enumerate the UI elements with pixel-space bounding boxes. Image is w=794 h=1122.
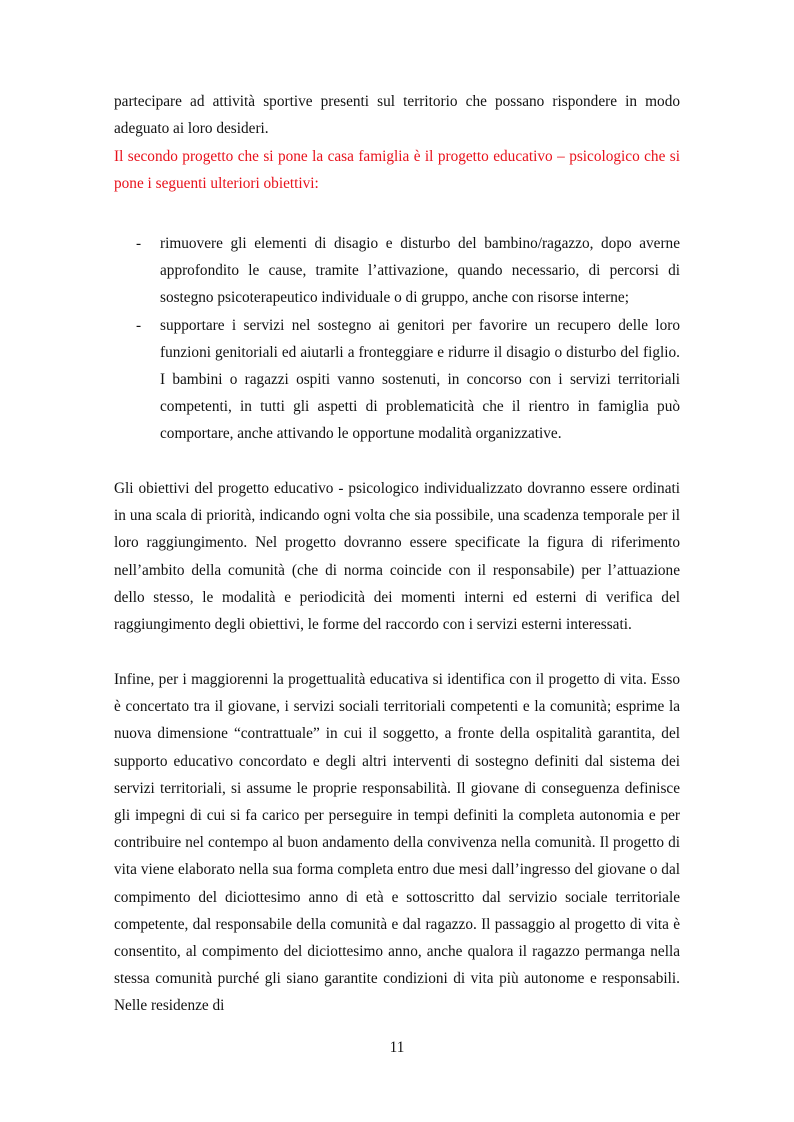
page-number: 11 <box>389 1039 405 1056</box>
red-highlighted-paragraph: Il secondo progetto che si pone la casa famiglia è il progetto educativo – psicologico che si pone i seguenti ulteriori obiettivi: <box>114 148 680 193</box>
dash-bullet-marker: - <box>136 316 142 334</box>
objectives-bullet-list <box>114 230 680 448</box>
list-item-text: supportare i servizi nel sostegno ai genitori per favorire un recupero delle loro funzioni genitoriali ed aiutarli a fronteggiare e ridurre il disagio o disturbo del figlio. I bambini o ragazzi ospiti vanno sostenuti, in concorso con i servizi territoriali competenti, in tutti gli aspetti di problematicità che il rientro in famiglia può comportare, anche attivando le opportune modalità organizzative. <box>160 316 680 443</box>
intro-paragraph: partecipare ad attività sportive presenti sul territorio che possano rispondere in modo adeguato ai loro desideri. <box>114 93 680 138</box>
maggiorenni-paragraph: Infine, per i maggiorenni la progettualità educativa si identifica con il progetto di vita. Esso è concertato tra il giovane, i servizi sociali territoriali competenti e la comunità; esprime la nuova dimensione “contrattuale” in cui il soggetto, a fronte della ospitalità garantita, del supporto educativo concordato e degli altri interventi di sostegno definiti dal sistema dei servizi territoriali, si assume le proprie responsabilità. Il giovane di conseguenza definisce gli impegni di cui si fa carico per perseguire in tempi definiti la completa autonomia e per contribuire nel contempo al buon andamento della convivenza nella comunità. Il progetto di vita viene elaborato nella sua forma completa entro due mesi dall’ingresso del giovane o dal compimento del diciottesimo anno di età e sottoscritto dal servizio sociale territoriale competente, dal responsabile della comunità e dal ragazzo. Il passaggio al progetto di vita è consentito, al compimento del diciottesimo anno, anche qualora il ragazzo permanga nella stessa comunità purché gli siano garantite condizioni di vita più autonome e responsabili. Nelle residenze di <box>114 671 680 1015</box>
list-item <box>114 312 680 448</box>
dash-bullet-marker: - <box>136 235 142 252</box>
list-item-text: rimuovere gli elementi di disagio e disturbo del bambino/ragazzo, dopo averne approfondito le cause, tramite l’attivazione, quando necessario, di percorsi di sostegno psicoterapeutico individuale o di gruppo, anche con risorse interne; <box>160 235 680 307</box>
objectives-paragraph: Gli obiettivi del progetto educativo - psicologico individualizzato dovranno essere ordinati in una scala di priorità, indicando ogni volta che sia possibile, una scadenza temporale per il loro raggiungimento. Nel progetto dovranno essere specificate la figura di riferimento nell’ambito della comunità (che di norma coincide con il responsabile) per l’attuazione dello stesso, le modalità e periodicità dei momenti interni ed esterni di verifica del raggiungimento degli obiettivi, le forme del raccordo con i servizi esterni interessati. <box>114 480 680 634</box>
list-item <box>114 230 680 312</box>
